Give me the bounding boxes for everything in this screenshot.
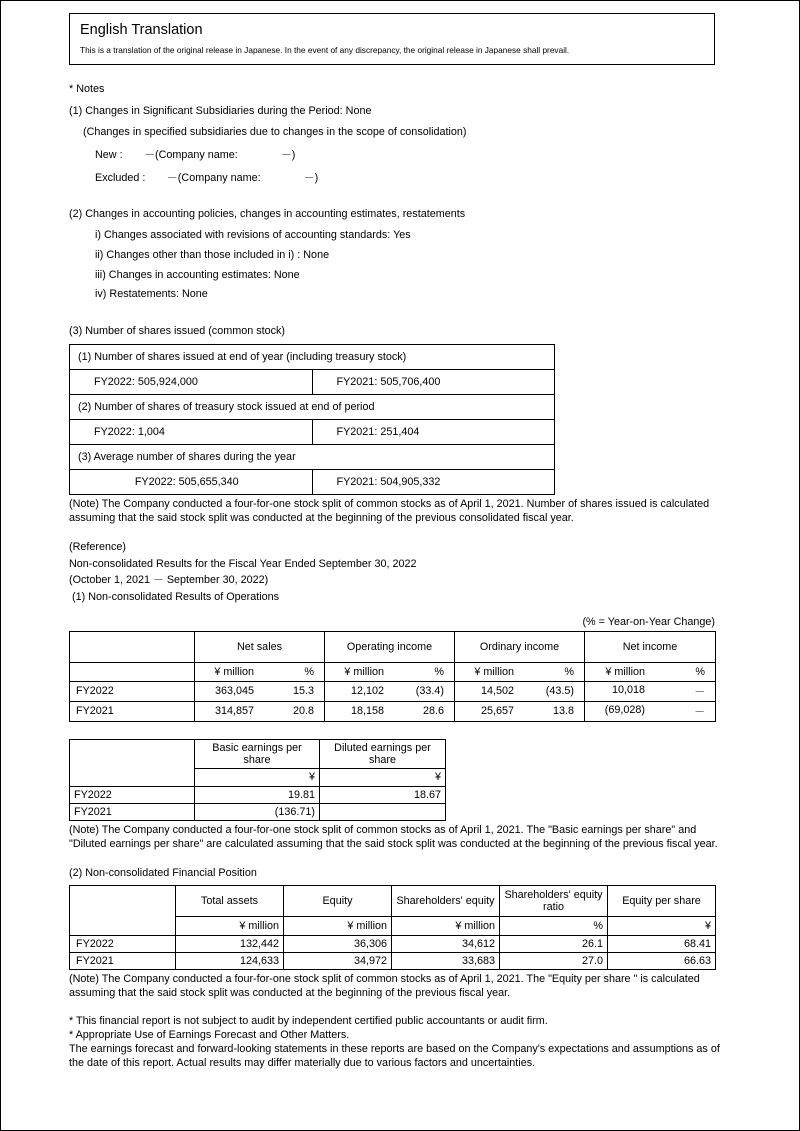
unit-text: ¥ million	[214, 665, 254, 678]
notes-item-2: (2) Changes in accounting policies, changes in accounting estimates, restatements	[69, 208, 466, 221]
notes-item-2-i: i) Changes associated with revisions of accounting standards: Yes	[95, 229, 411, 242]
fp-fy2021-total-assets: 124,633	[176, 952, 284, 969]
fp-fy2022-equity-per-share: 68.41	[608, 935, 716, 952]
footer-forecast-note: The earnings forecast and forward-looking statements in these reports are based on the Company's expectations and assumptions as of the date of this report. Actual results may differ materially due to various factors and uncertainties.	[69, 1042, 720, 1069]
shares-row1-fy2021: FY2021: 505,706,400	[312, 369, 555, 394]
unit-pct: %	[564, 665, 574, 678]
non-consolidated-financial-position-table	[69, 885, 716, 970]
reference-label: (Reference)	[69, 540, 127, 553]
notes-excluded-line: Excluded : －(Company name: －)	[95, 171, 319, 184]
value: 18,158	[350, 705, 384, 718]
ops-fy2022-net-income	[585, 681, 716, 701]
shares-row1-header: (1) Number of shares issued at end of year (including treasury stock)	[70, 344, 555, 369]
ops-unit-ordinary	[455, 662, 585, 681]
pct: (33.4)	[415, 685, 444, 698]
fp-col-shareholders-equity-ratio: Shareholders' equity ratio	[500, 886, 608, 917]
earnings-per-share-table	[69, 739, 446, 822]
reference-line-3: (1) Non-consolidated Results of Operations	[69, 590, 280, 603]
value: 10,018	[611, 683, 645, 696]
shares-row1-fy2022: FY2022: 505,924,000	[70, 369, 313, 394]
value: 12,102	[350, 685, 384, 698]
eps-unit-label	[70, 768, 195, 787]
ops-fy2021-net-sales	[195, 701, 325, 721]
value: 25,657	[480, 705, 514, 718]
ops-fy2021-operating	[325, 701, 455, 721]
unit-pct: %	[695, 665, 705, 678]
ops-fy2021-net-income	[585, 701, 716, 721]
fp-unit-total-assets: ¥ million	[176, 917, 284, 936]
shares-split-note: (Note) The Company conducted a four-for-one stock split of common stocks as of April 1, 2021. Number of shares issued is calculated assuming that the said stock split was conducted at the beginning of the previous consolidated fiscal year.	[69, 497, 710, 524]
table-row	[70, 469, 555, 494]
fp-fy2022-shareholders-equity: 34,612	[392, 935, 500, 952]
eps-fy2022-diluted: 18.67	[320, 787, 446, 804]
eps-col-diluted: Diluted earnings per share	[320, 739, 446, 768]
notes-item-3: (3) Number of shares issued (common stock)	[69, 324, 286, 337]
eps-unit-basic: ¥	[195, 768, 320, 787]
notes-item-1: (1) Changes in Significant Subsidiaries during the Period: None	[69, 105, 372, 118]
ops-unit-net-income	[585, 662, 716, 681]
ops-row-label-fy2021: FY2021	[70, 701, 195, 721]
footer-forecast-heading: * Appropriate Use of Earnings Forecast and Other Matters.	[69, 1028, 350, 1041]
ops-col-blank	[70, 631, 195, 662]
eps-row-label-fy2021: FY2021	[70, 804, 195, 821]
table-row	[70, 804, 446, 821]
value: 363,045	[214, 685, 254, 698]
financial-position-heading: (2) Non-consolidated Financial Position	[69, 867, 257, 880]
yoy-legend: (% = Year-on-Year Change)	[582, 615, 715, 628]
ops-row-label-fy2022: FY2022	[70, 681, 195, 701]
value: 314,857	[214, 705, 254, 718]
fp-fy2022-equity: 36,306	[284, 935, 392, 952]
pct: 20.8	[292, 705, 314, 718]
table-unit-row	[70, 917, 716, 936]
page-title: English Translation	[80, 22, 203, 38]
fp-col-equity-per-share: Equity per share	[608, 886, 716, 917]
table-row	[70, 419, 555, 444]
eps-unit-diluted: ¥	[320, 768, 446, 787]
shares-row2-fy2021: FY2021: 251,404	[312, 419, 555, 444]
fp-row-label-fy2022: FY2022	[70, 935, 176, 952]
fp-unit-equity-ratio: %	[500, 917, 608, 936]
ops-unit-net-sales	[195, 662, 325, 681]
reference-line-2: (October 1, 2021 － September 30, 2022)	[69, 574, 269, 587]
eps-fy2022-basic: 19.81	[195, 787, 320, 804]
eps-fy2021-diluted	[320, 804, 446, 821]
table-unit-row	[70, 768, 446, 787]
ops-col-net-income: Net income	[585, 631, 716, 662]
eps-split-note: (Note) The Company conducted a four-for-one stock split of common stocks as of April 1, 2021. The "Basic earnings per share" and "Diluted earnings per share" are calculated assuming that the said stock split was conducted at the beginning of the previous fiscal year.	[69, 824, 718, 851]
unit-pct: %	[304, 665, 314, 678]
ops-col-ordinary-income: Ordinary income	[455, 631, 585, 662]
notes-item-1-sub: (Changes in specified subsidiaries due to changes in the scope of consolidation)	[83, 126, 467, 139]
fp-col-shareholders-equity: Shareholders' equity	[392, 886, 500, 917]
table-row	[70, 952, 716, 969]
shares-row3-fy2022: FY2022: 505,655,340	[70, 469, 313, 494]
fp-fy2022-equity-ratio: 26.1	[500, 935, 608, 952]
table-row	[70, 394, 555, 419]
table-header-row	[70, 886, 716, 917]
unit-text: ¥ million	[474, 665, 514, 678]
eps-fy2021-basic: (136.71)	[195, 804, 320, 821]
ops-col-net-sales: Net sales	[195, 631, 325, 662]
table-header-row	[70, 739, 446, 768]
pct: －	[694, 685, 705, 698]
notes-item-2-iv: iv) Restatements: None	[95, 288, 208, 301]
ops-unit-operating	[325, 662, 455, 681]
fp-col-equity: Equity	[284, 886, 392, 917]
fp-fy2021-equity-ratio: 27.0	[500, 952, 608, 969]
footer-audit-note: * This financial report is not subject to audit by independent certified public accountants or audit firm.	[69, 1014, 548, 1027]
notes-item-2-iii: iii) Changes in accounting estimates: None	[95, 268, 300, 281]
value: (69,028)	[604, 703, 645, 716]
fp-fy2021-shareholders-equity: 33,683	[392, 952, 500, 969]
unit-text: ¥ million	[605, 665, 645, 678]
notes-item-2-ii: ii) Changes other than those included in i) : None	[95, 248, 330, 261]
unit-pct: %	[434, 665, 444, 678]
fp-fy2021-equity-per-share: 66.63	[608, 952, 716, 969]
ops-fy2021-ordinary	[455, 701, 585, 721]
table-row	[70, 681, 716, 701]
fp-unit-label	[70, 917, 176, 936]
shares-issued-table	[69, 344, 555, 495]
table-row	[70, 935, 716, 952]
shares-row2-fy2022: FY2022: 1,004	[70, 419, 313, 444]
fp-fy2021-equity: 34,972	[284, 952, 392, 969]
fp-col-total-assets: Total assets	[176, 886, 284, 917]
table-row	[70, 369, 555, 394]
translation-disclaimer: This is a translation of the original release in Japanese. In the event of any discrepancy, the original release in Japanese shall prevail.	[80, 44, 570, 55]
shares-row2-header: (2) Number of shares of treasury stock issued at end of period	[70, 394, 555, 419]
ops-fy2022-operating	[325, 681, 455, 701]
eps-col-basic: Basic earnings per share	[195, 739, 320, 768]
financial-position-note: (Note) The Company conducted a four-for-one stock split of common stocks as of April 1, 2021. The "Equity per share " is calculated assuming that the said stock split was conducted at the beginning of the previous fiscal year.	[69, 972, 700, 999]
fp-unit-shareholders-equity: ¥ million	[392, 917, 500, 936]
table-row	[70, 344, 555, 369]
ops-col-operating-income: Operating income	[325, 631, 455, 662]
table-unit-row	[70, 662, 716, 681]
notes-new-line: New : －(Company name: －)	[95, 148, 296, 161]
fp-unit-equity: ¥ million	[284, 917, 392, 936]
table-row	[70, 444, 555, 469]
pct: 15.3	[292, 685, 314, 698]
table-row	[70, 787, 446, 804]
fp-unit-equity-per-share: ¥	[608, 917, 716, 936]
shares-row3-fy2021: FY2021: 504,905,332	[312, 469, 555, 494]
english-translation-box	[69, 13, 715, 65]
fp-col-blank	[70, 886, 176, 917]
table-row	[70, 701, 716, 721]
pct: (43.5)	[545, 685, 574, 698]
document-content	[69, 13, 733, 1070]
pct: －	[694, 705, 705, 718]
reference-line-1: Non-consolidated Results for the Fiscal Year Ended September 30, 2022	[69, 557, 417, 570]
pct: 28.6	[422, 705, 444, 718]
value: 14,502	[480, 685, 514, 698]
ops-unit-label	[70, 662, 195, 681]
shares-row3-header: (3) Average number of shares during the year	[70, 444, 555, 469]
fp-fy2022-total-assets: 132,442	[176, 935, 284, 952]
eps-col-blank	[70, 739, 195, 768]
pct: 13.8	[552, 705, 574, 718]
notes-heading: * Notes	[69, 82, 105, 95]
ops-fy2022-ordinary	[455, 681, 585, 701]
unit-text: ¥ million	[344, 665, 384, 678]
fp-row-label-fy2021: FY2021	[70, 952, 176, 969]
table-header-row	[70, 631, 716, 662]
non-consolidated-operations-table	[69, 631, 716, 722]
eps-row-label-fy2022: FY2022	[70, 787, 195, 804]
ops-fy2022-net-sales	[195, 681, 325, 701]
